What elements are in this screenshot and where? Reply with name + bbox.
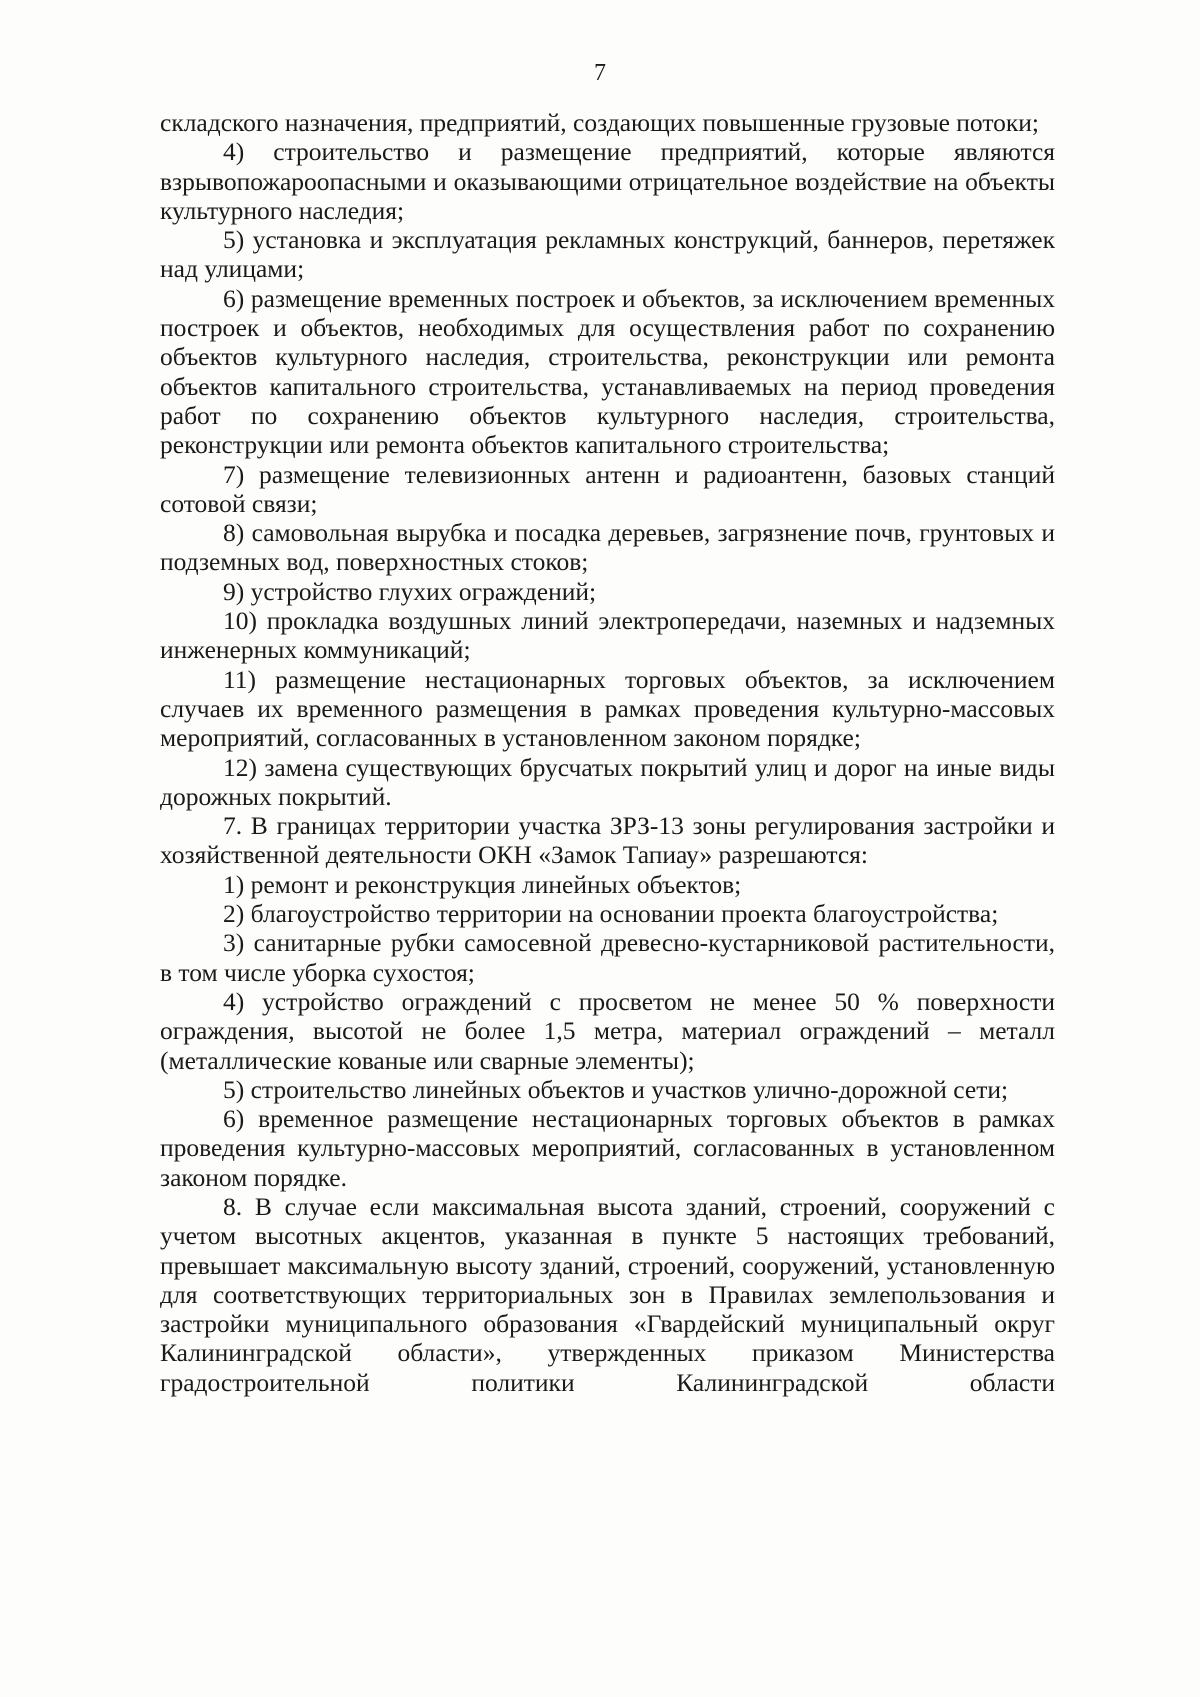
- section-7-heading: 7. В границах территории участка ЗРЗ-13 зоны регулирования застройки и хозяйственной деятельности ОКН «Замок Тапиау» разрешаются:: [160, 811, 1055, 870]
- list-item-6: 6) размещение временных построек и объектов, за исключением временных построек и объектов, необходимых для осуществления работ по сохранению объектов культурного наследия, строительства, реконструкции или ремонта объектов капитального строительства, устанавливаемых на период проведения работ по сохранению объектов культурного наследия, строительства, реконструкции или ремонта объектов капитального строительства;: [160, 283, 1055, 460]
- list-item-12: 12) замена существующих брусчатых покрытий улиц и дорог на иные виды дорожных покрытий.: [160, 752, 1055, 811]
- allowed-item-4: 4) устройство ограждений с просветом не менее 50 % поверхности ограждения, высотой не более 1,5 метра, материал ограждений – металл (металлические кованые или сварные элементы);: [160, 986, 1055, 1075]
- list-item-9: 9) устройство глухих ограждений;: [223, 576, 597, 606]
- list-item-10: 10) прокладка воздушных линий электропередачи, наземных и надземных инженерных коммуникаций;: [160, 606, 1055, 665]
- paragraph-continuation: складского назначения, предприятий, создающих повышенные грузовые потоки;: [160, 108, 1040, 137]
- page-number: 7: [594, 60, 606, 86]
- list-item-11: 11) размещение нестационарных торговых объектов, за исключением случаев их временного размещения в рамках проведения культурно-массовых мероприятий, согласованных в установленном законом порядке;: [160, 664, 1055, 753]
- section-8-paragraph: 8. В случае если максимальная высота зданий, строений, сооружений с учетом высотных акцентов, указанная в пункте 5 настоящих требований, превышает максимальную высоту зданий, строений, сооружений, установленную для соответствующих территориальных зон в Правилах землепользования и застройки муниципального образования «Гвардейский муниципальный округ Калининградской области», утвержденных приказом Министерства градостроительной политики Калининградской области: [160, 1191, 1055, 1397]
- allowed-item-2: 2) благоустройство территории на основании проекта благоустройства;: [223, 899, 999, 929]
- list-item-4: 4) строительство и размещение предприятий, которые являются взрывопожароопасными и оказывающими отрицательное воздействие на объекты культурного наследия;: [160, 137, 1055, 225]
- list-item-5: 5) установка и эксплуатация рекламных конструкций, баннеров, перетяжек над улицами;: [160, 225, 1055, 284]
- allowed-item-5: 5) строительство линейных объектов и участков улично-дорожной сети;: [223, 1074, 1009, 1104]
- allowed-item-3: 3) санитарные рубки самосевной древесно-кустарниковой растительности, в том числе уборка сухостоя;: [160, 928, 1055, 987]
- document-body: [160, 108, 1055, 1397]
- allowed-item-6: 6) временное размещение нестационарных торговых объектов в рамках проведения культурно-массовых мероприятий, согласованных в установленном законом порядке.: [160, 1104, 1055, 1192]
- list-item-8: 8) самовольная вырубка и посадка деревьев, загрязнение почв, грунтовых и подземных вод, поверхностных стоков;: [160, 518, 1055, 577]
- allowed-item-1: 1) ремонт и реконструкция линейных объектов;: [223, 869, 742, 899]
- list-item-7: 7) размещение телевизионных антенн и радиоантенн, базовых станций сотовой связи;: [160, 459, 1055, 518]
